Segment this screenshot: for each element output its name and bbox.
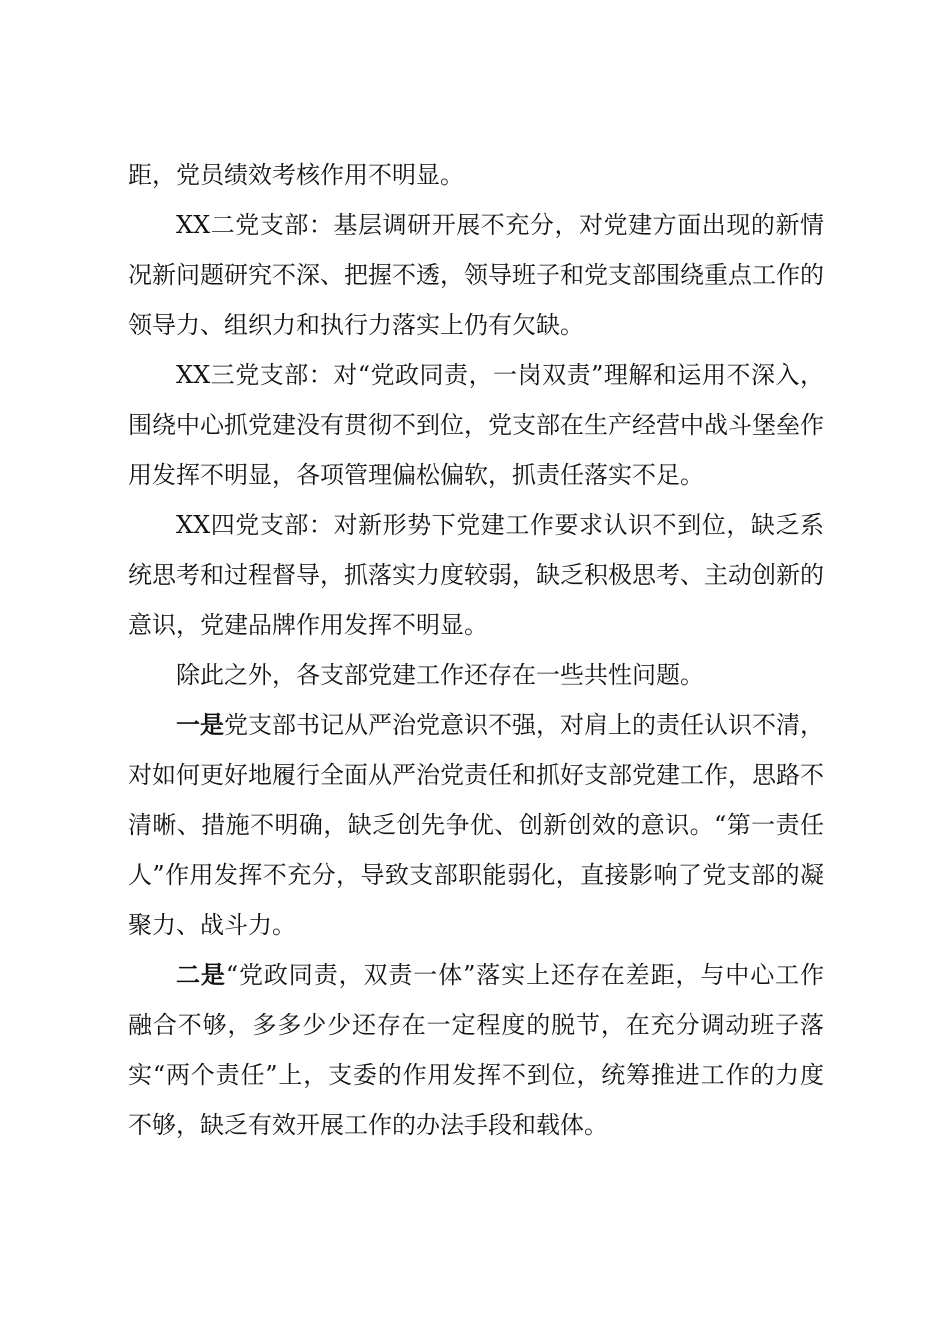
paragraph-issue-one [128,700,824,950]
paragraph-branch-four [128,500,824,650]
paragraph-text: XX四党支部：对新形势下党建工作要求认识不到位，缺乏系统思考和过程督导，抓落实力度较弱，缺乏积极思考、主动创新的意识，党建品牌作用发挥不明显。 [128,511,824,639]
paragraph-text: XX三党支部：对“党政同责，一岗双责”理解和运用不深入，围绕中心抓党建没有贯彻不到位，党支部在生产经营中战斗堡垒作用发挥不明显，各项管理偏松偏软，抓责任落实不足。 [128,361,824,489]
paragraph-lead: 二是 [176,960,226,989]
paragraph-branch-three [128,350,824,500]
paragraph-common-issues [128,650,824,700]
paragraph-lead: 一是 [176,710,224,739]
paragraph-text: “党政同责，双责一体”落实上还存在差距，与中心工作融合不够，多多少少还存在一定程度的脱节，在充分调动班子落实“两个责任”上，支委的作用发挥不到位，统筹推进工作的力度不够，缺乏有效开展工作的办法手段和载体。 [128,961,824,1139]
paragraph-branch-two [128,200,824,350]
paragraph-text: XX二党支部：基层调研开展不充分，对党建方面出现的新情况新问题研究不深、把握不透，领导班子和党支部围绕重点工作的领导力、组织力和执行力落实上仍有欠缺。 [128,211,824,339]
document-body [128,150,824,1150]
paragraph-text: 除此之外，各支部党建工作还存在一些共性问题。 [176,661,704,689]
paragraph-continued [128,150,824,200]
paragraph-text: 党支部书记从严治党意识不强，对肩上的责任认识不清，对如何更好地履行全面从严治党责任和抓好支部党建工作，思路不清晰、措施不明确，缺乏创先争优、创新创效的意识。“第一责任人”作用发挥不充分，导致支部职能弱化，直接影响了党支部的凝聚力、战斗力。 [128,711,824,939]
paragraph-issue-two [128,950,824,1150]
paragraph-text: 距，党员绩效考核作用不明显。 [128,161,464,189]
